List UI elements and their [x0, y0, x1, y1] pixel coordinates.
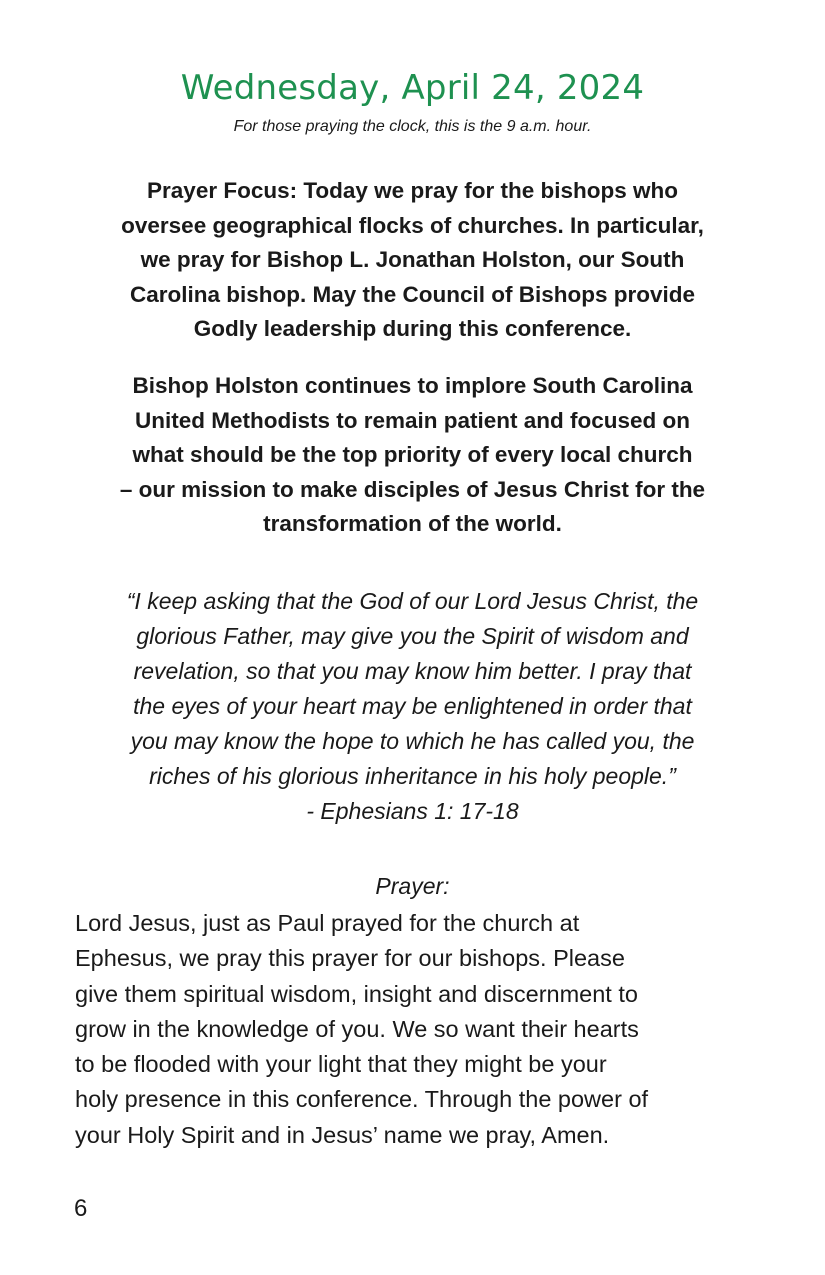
prayer-focus-paragraph [70, 174, 755, 347]
text-line: Godly leadership during this conference. [193, 316, 632, 341]
page-number: 6 [74, 1195, 88, 1222]
text-line: we pray for Bishop L. Jonathan Holston, our South [140, 247, 685, 272]
prayer-body [75, 906, 765, 1153]
text-line: to be flooded with your light that they might be your [75, 1051, 607, 1078]
text-line: your Holy Spirit and in Jesus’ name we pray, Amen. [75, 1121, 610, 1148]
text-line: glorious Father, may give you the Spirit of wisdom and [136, 623, 689, 649]
text-line: Prayer Focus: Today we pray for the bishops who [147, 178, 678, 203]
text-line: grow in the knowledge of you. We so want their hearts [75, 1015, 639, 1042]
text-line: Carolina bishop. May the Council of Bishops provide [129, 281, 696, 307]
prayer-clock-subtitle: For those praying the clock, this is the 9 a.m. hour. [233, 118, 592, 135]
text-line: what should be the top priority of every local church [132, 442, 693, 467]
page-title-date: Wednesday, April 24, 2024 [180, 68, 645, 108]
text-line: Ephesus, we pray this prayer for our bishops. Please [75, 945, 625, 972]
scripture-quote [70, 584, 755, 829]
text-line: “I keep asking that the God of our Lord Jesus Christ, the [126, 588, 699, 614]
text-line: United Methodists to remain patient and focused on [134, 407, 691, 433]
text-line: you may know the hope to which he has called you, the [130, 728, 695, 754]
text-line: oversee geographical flocks of churches. In particular, [121, 212, 704, 238]
prayer-heading: Prayer: [375, 873, 450, 899]
text-line: riches of his glorious inheritance in his holy people.” [149, 763, 676, 789]
text-line: the eyes of your heart may be enlightened in order that [133, 693, 692, 719]
text-line: revelation, so that you may know him better. I pray that [133, 658, 692, 684]
scripture-reference: - Ephesians 1: 17-18 [306, 798, 519, 824]
text-line: – our mission to make disciples of Jesus Christ for the [119, 476, 706, 502]
text-line: Bishop Holston continues to implore South Carolina [132, 373, 693, 398]
text-line: transformation of the world. [263, 511, 562, 536]
text-line: Lord Jesus, just as Paul prayed for the church at [75, 910, 580, 936]
text-line: holy presence in this conference. Through the power of [75, 1086, 649, 1113]
mission-paragraph [70, 369, 755, 542]
text-line: give them spiritual wisdom, insight and discernment to [75, 980, 638, 1007]
